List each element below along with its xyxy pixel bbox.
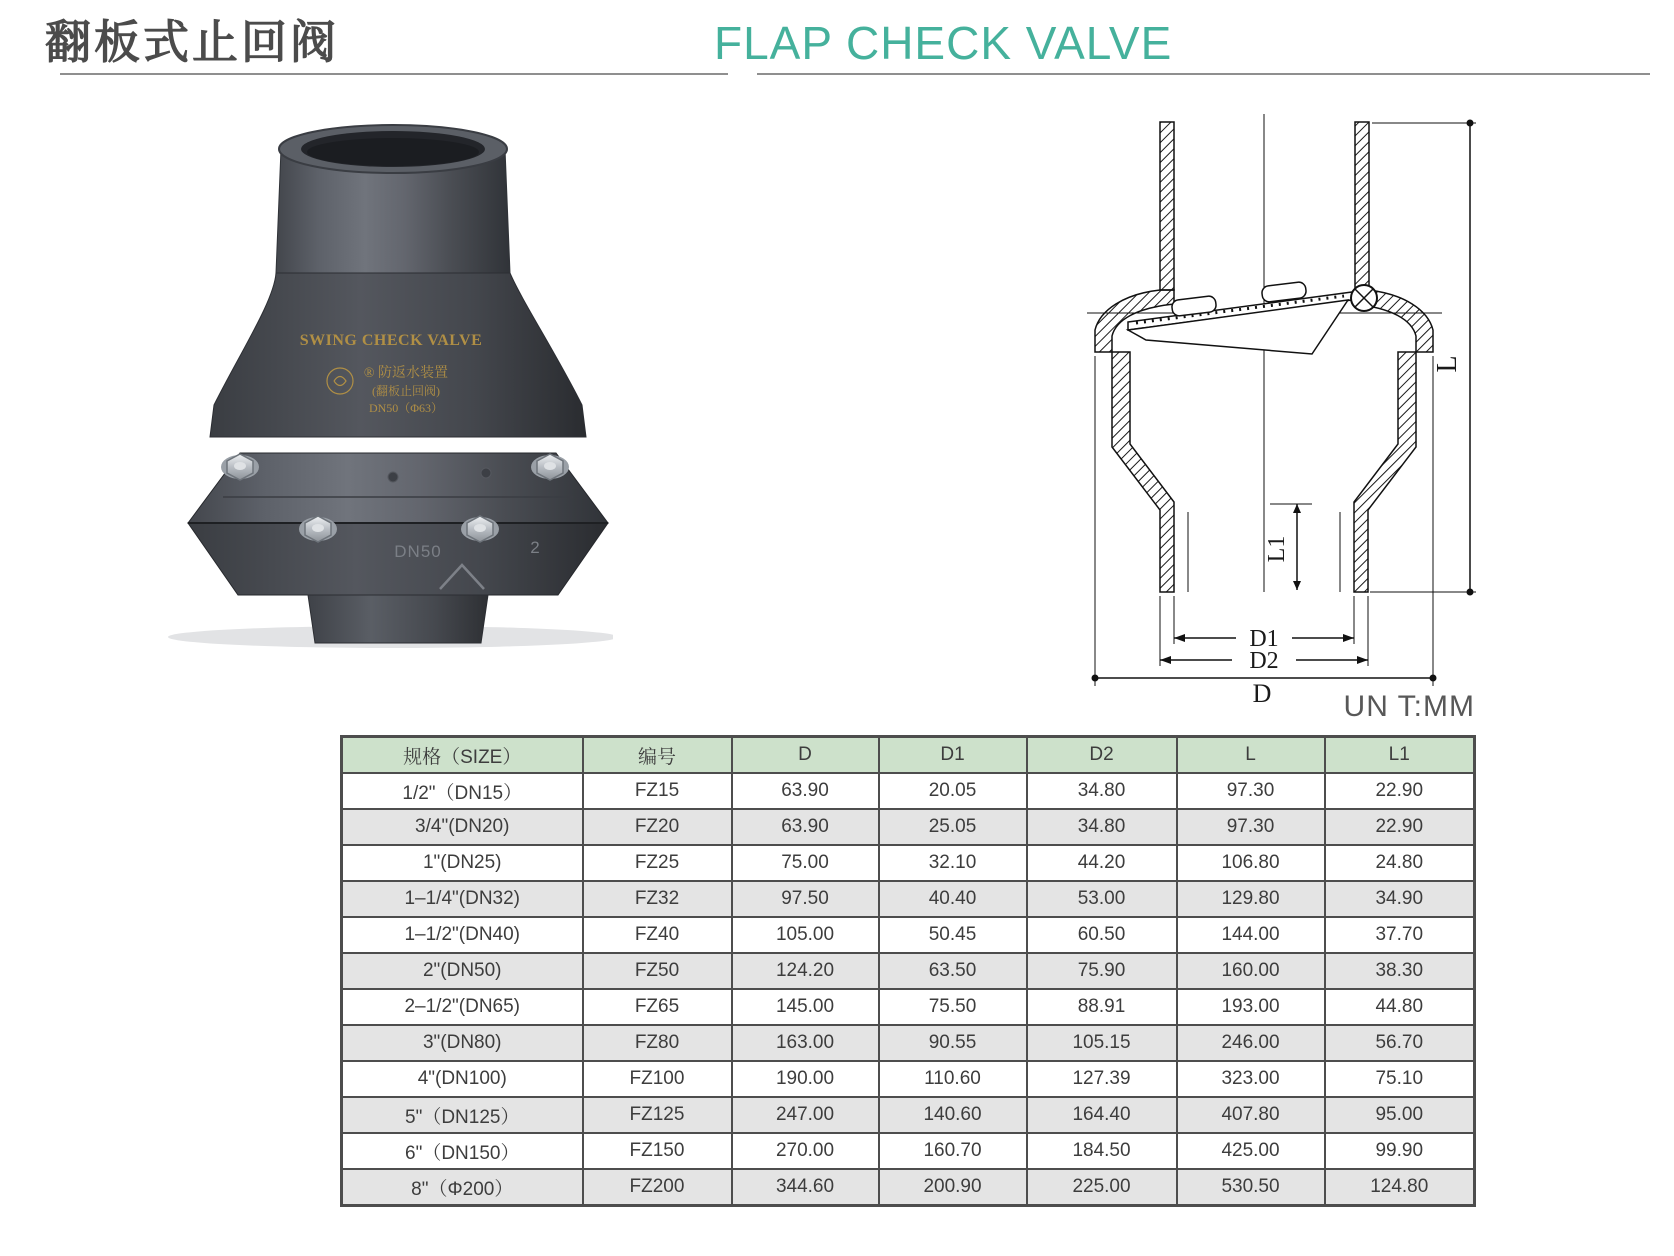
size-cell: 2"(DN50) <box>342 953 583 989</box>
top-pipe-wall-right <box>1355 122 1369 290</box>
dimension-cell: 95.00 <box>1325 1097 1475 1133</box>
dimension-cell: 56.70 <box>1325 1025 1475 1061</box>
dimension-cell: 160.00 <box>1177 953 1325 989</box>
dimension-cell: 124.80 <box>1325 1169 1475 1206</box>
col-header-1: 编号 <box>583 737 732 774</box>
unit-note: UN T:MM <box>1343 690 1475 723</box>
dimension-cell: 63.90 <box>732 809 879 845</box>
size-cell: 1–1/2"(DN40) <box>342 917 583 953</box>
title-underline-right <box>757 73 1650 75</box>
col-header-5: L <box>1177 737 1325 774</box>
dim-label-D: D <box>1252 679 1272 704</box>
size-cell: 2–1/2"(DN65) <box>342 989 583 1025</box>
dim-label-D1: D1 <box>1249 626 1279 652</box>
size-cell: 1"(DN25) <box>342 845 583 881</box>
dimension-cell: 44.20 <box>1027 845 1177 881</box>
dimension-cell: 164.40 <box>1027 1097 1177 1133</box>
size-cell: 4"(DN100) <box>342 1061 583 1097</box>
table-row <box>342 1025 1475 1061</box>
technical-drawing <box>1012 112 1487 704</box>
dimension-cell: 144.00 <box>1177 917 1325 953</box>
code-cell: FZ80 <box>583 1025 732 1061</box>
dimension-cell: 24.80 <box>1325 845 1475 881</box>
table-row <box>342 1061 1475 1097</box>
page-title-english: FLAP CHECK VALVE <box>714 17 1173 69</box>
dim-arrow <box>1343 634 1354 642</box>
size-cell: 5"（DN125） <box>342 1097 583 1133</box>
flange-stud <box>481 468 491 478</box>
dimension-cell: 22.90 <box>1325 773 1475 809</box>
code-cell: FZ32 <box>583 881 732 917</box>
dim-arrow <box>1293 581 1301 590</box>
valve-label-line1: SWING CHECK VALVE <box>299 332 483 349</box>
col-header-3: D1 <box>879 737 1027 774</box>
dim-end <box>1430 675 1437 682</box>
dimension-cell: 34.90 <box>1325 881 1475 917</box>
dimension-cell: 25.05 <box>879 809 1027 845</box>
dimension-cell: 124.20 <box>732 953 879 989</box>
dimension-cell: 53.00 <box>1027 881 1177 917</box>
code-cell: FZ200 <box>583 1169 732 1206</box>
size-cell: 8"（Φ200） <box>342 1169 583 1206</box>
dimension-cell: 344.60 <box>732 1169 879 1206</box>
table-row <box>342 1133 1475 1169</box>
valve-section-drawing <box>1012 112 1487 704</box>
dimension-cell: 184.50 <box>1027 1133 1177 1169</box>
title-underline-left <box>60 73 728 75</box>
dimension-cell: 88.91 <box>1027 989 1177 1025</box>
dimension-cell: 407.80 <box>1177 1097 1325 1133</box>
dimension-cell: 163.00 <box>732 1025 879 1061</box>
dim-label-L: L <box>1432 355 1463 373</box>
dimension-cell: 246.00 <box>1177 1025 1325 1061</box>
table-row <box>342 989 1475 1025</box>
dimension-cell: 140.60 <box>879 1097 1027 1133</box>
col-header-2: D <box>732 737 879 774</box>
dimension-cell: 44.80 <box>1325 989 1475 1025</box>
size-cell: 6"（DN150） <box>342 1133 583 1169</box>
dim-arrow <box>1357 656 1368 664</box>
body-wall-right <box>1354 352 1416 592</box>
dimension-cell: 425.00 <box>1177 1133 1325 1169</box>
dimension-cell: 90.55 <box>879 1025 1027 1061</box>
size-cell: 3"(DN80) <box>342 1025 583 1061</box>
dimension-cell: 127.39 <box>1027 1061 1177 1097</box>
dimension-cell: 106.80 <box>1177 845 1325 881</box>
dimension-cell: 190.00 <box>732 1061 879 1097</box>
dimension-cell: 20.05 <box>879 773 1027 809</box>
product-photo-valve <box>88 105 613 650</box>
dimension-cell: 193.00 <box>1177 989 1325 1025</box>
dimension-cell: 200.90 <box>879 1169 1027 1206</box>
dimension-cell: 75.50 <box>879 989 1027 1025</box>
dimension-cell: 99.90 <box>1325 1133 1475 1169</box>
dimension-cell: 34.80 <box>1027 809 1177 845</box>
dimension-cell: 270.00 <box>732 1133 879 1169</box>
dimension-cell: 105.15 <box>1027 1025 1177 1061</box>
table-row <box>342 953 1475 989</box>
dim-end <box>1467 589 1474 596</box>
dimension-cell: 247.00 <box>732 1097 879 1133</box>
code-cell: FZ40 <box>583 917 732 953</box>
flange-stud <box>388 472 398 482</box>
col-header-4: D2 <box>1027 737 1177 774</box>
col-header-6: L1 <box>1325 737 1475 774</box>
code-cell: FZ25 <box>583 845 732 881</box>
page-title-chinese: 翻板式止回阀 <box>45 16 339 68</box>
dimension-cell: 63.50 <box>879 953 1027 989</box>
dimension-cell: 530.50 <box>1177 1169 1325 1206</box>
code-cell: FZ125 <box>583 1097 732 1133</box>
col-header-0: 规格（SIZE） <box>342 737 583 774</box>
code-cell: FZ50 <box>583 953 732 989</box>
dimension-cell: 225.00 <box>1027 1169 1177 1206</box>
code-cell: FZ100 <box>583 1061 732 1097</box>
dim-label-D2: D2 <box>1249 648 1279 674</box>
top-pipe-wall-left <box>1160 122 1174 290</box>
valve-label-line4: DN50（Φ63） <box>368 401 444 415</box>
valve-label-line2: ® 防返水装置 <box>363 366 449 381</box>
dimension-cell: 323.00 <box>1177 1061 1325 1097</box>
flange-marking-dn: DN50 <box>394 542 442 561</box>
flange-marking-size: 2 <box>530 538 540 557</box>
valve-photo-illustration <box>88 105 613 650</box>
dimension-cell: 75.00 <box>732 845 879 881</box>
dim-label-L1: L1 <box>1264 535 1290 563</box>
dimension-cell: 145.00 <box>732 989 879 1025</box>
dimension-cell: 38.30 <box>1325 953 1475 989</box>
body-wall-left <box>1112 352 1174 592</box>
valve-label-line3: (翻板止回阀) <box>372 384 440 398</box>
dimension-cell: 34.80 <box>1027 773 1177 809</box>
valve-bottom-socket <box>308 595 488 643</box>
dim-arrow <box>1160 656 1171 664</box>
size-cell: 1–1/4"(DN32) <box>342 881 583 917</box>
code-cell: FZ15 <box>583 773 732 809</box>
code-cell: FZ150 <box>583 1133 732 1169</box>
dimension-cell: 160.70 <box>879 1133 1027 1169</box>
dim-arrow <box>1293 504 1301 513</box>
dimension-cell: 37.70 <box>1325 917 1475 953</box>
table-header-row <box>342 737 1475 774</box>
table-row <box>342 881 1475 917</box>
dimension-cell: 60.50 <box>1027 917 1177 953</box>
dim-end <box>1092 675 1099 682</box>
dimension-cell: 40.40 <box>879 881 1027 917</box>
table-row <box>342 1097 1475 1133</box>
code-cell: FZ65 <box>583 989 732 1025</box>
table-row <box>342 845 1475 881</box>
dimension-cell: 32.10 <box>879 845 1027 881</box>
dimension-cell: 63.90 <box>732 773 879 809</box>
dimension-cell: 22.90 <box>1325 809 1475 845</box>
dimension-cell: 97.30 <box>1177 809 1325 845</box>
dimension-cell: 97.30 <box>1177 773 1325 809</box>
size-cell: 1/2"（DN15） <box>342 773 583 809</box>
table-row <box>342 773 1475 809</box>
table-row <box>342 917 1475 953</box>
dimension-cell: 50.45 <box>879 917 1027 953</box>
dim-end <box>1467 120 1474 127</box>
dim-arrow <box>1174 634 1185 642</box>
dimension-cell: 129.80 <box>1177 881 1325 917</box>
table-row <box>342 809 1475 845</box>
valve-bore-shade <box>307 138 479 166</box>
spec-table <box>340 735 1476 1207</box>
code-cell: FZ20 <box>583 809 732 845</box>
dimension-cell: 105.00 <box>732 917 879 953</box>
table-row <box>342 1169 1475 1206</box>
table-body <box>342 773 1475 1206</box>
size-cell: 3/4"(DN20) <box>342 809 583 845</box>
dimension-cell: 75.10 <box>1325 1061 1475 1097</box>
dimension-cell: 75.90 <box>1027 953 1177 989</box>
dimension-cell: 97.50 <box>732 881 879 917</box>
dimension-cell: 110.60 <box>879 1061 1027 1097</box>
